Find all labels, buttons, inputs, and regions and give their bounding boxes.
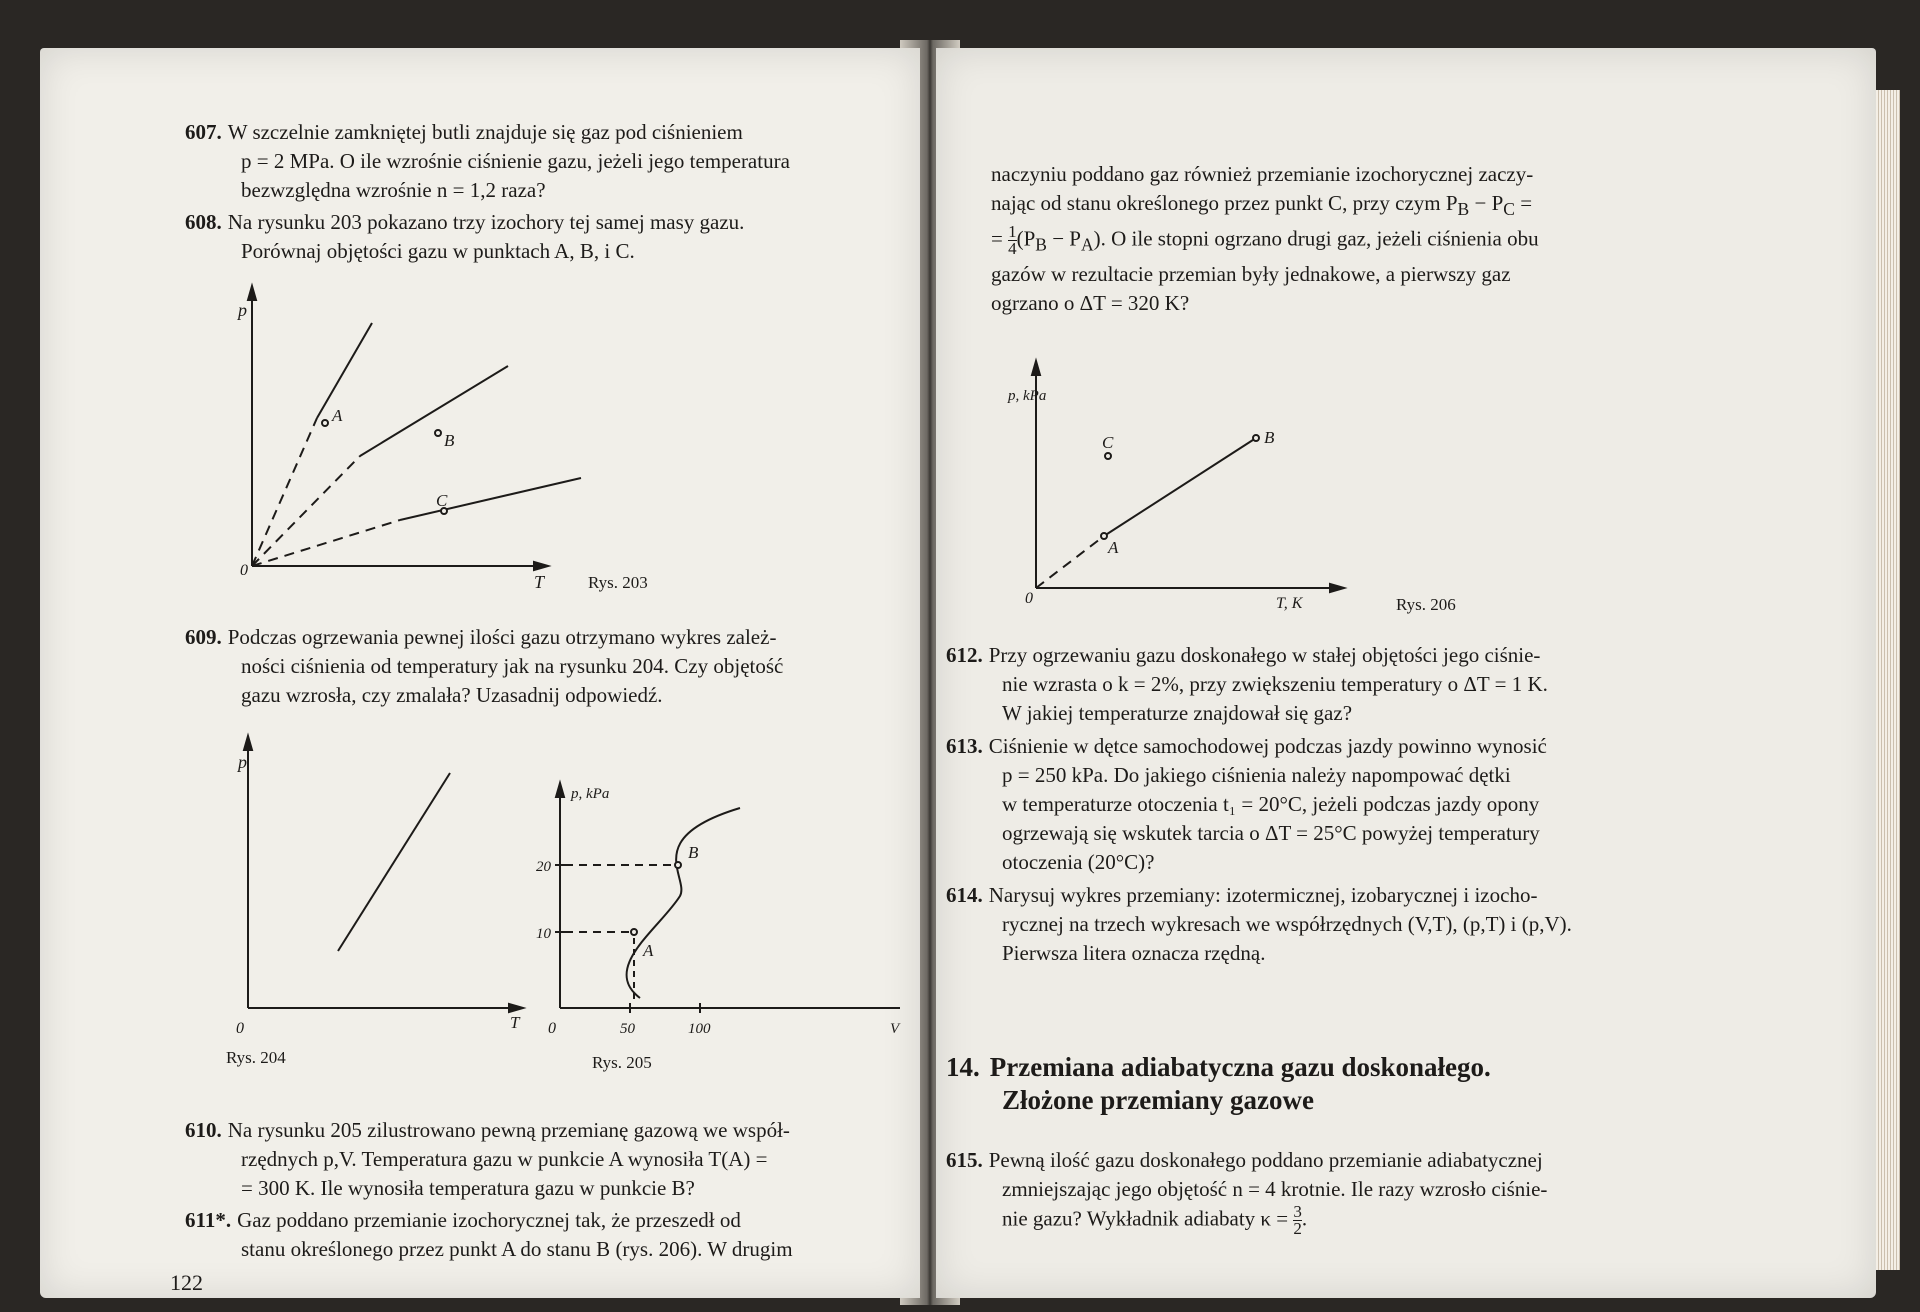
y-tick-label: 20 [536,859,551,875]
problem-text: rzędnych p,V. Temperatura gazu w punkcie A wynosiła T(A) = [241,1147,768,1171]
x-tick-label: 50 [620,1021,635,1037]
problem-text: Pierwsza litera oznacza rzędną. [1002,941,1266,965]
fraction: $\frac{1}{4}$ [1008,222,1017,259]
x-axis-arrow [509,1004,523,1012]
problem-number: 611*. [185,1208,232,1232]
point-b-marker [1253,435,1259,441]
problem-text: Narysuj wykres przemiany: izotermicznej, izobarycznej i izocho- [988,883,1538,907]
problem-text: rycznej na trzech wykresach we współrzędnych (V,T), (p,T) i (p,V). [1002,912,1572,936]
y-axis-label: p [238,752,247,772]
y-axis-label: p [238,300,247,320]
page-number: 122 [170,1270,203,1295]
y-axis-label: p, kPa [571,786,610,802]
point-b-marker [675,862,681,868]
x-axis-label: T, K [1276,595,1303,612]
y-axis-label: p, kPa [1008,388,1047,404]
origin-label: 0 [240,562,248,579]
problem-text: bezwzględna wzrośnie n = 1,2 raza? [241,178,546,202]
isochore-dashed [1036,536,1104,588]
problem-text: nie gazu? Wykładnik adiabaty κ = $\frac{3}{2}$ . [1002,1202,1308,1238]
origin-label: 0 [1025,590,1033,607]
y-tick-label: 10 [536,926,551,942]
y-axis-arrow [1032,361,1040,375]
problem-text: W szczelnie zamkniętej butli znajduje się gaz pod ciśnieniem [227,120,743,144]
point-a-label: A [1108,538,1119,557]
y-axis-arrow [244,736,252,750]
problem-text: nając od stanu określonego przez punkt C, przy czym $P_B - P_C$ = [991,191,1533,220]
point-b-label: B [1264,428,1275,447]
process-curve [627,808,740,998]
point-a-marker [1101,533,1107,539]
x-axis-label: V [890,1021,900,1037]
fraction: $\frac{3}{2}$ [1293,1202,1302,1238]
problem-text: Na rysunku 203 pokazano trzy izochory tej samej masy gazu. [227,210,745,234]
figure-caption: Rys. 204 [226,1048,286,1067]
point-a-marker [631,929,637,935]
point-c-label: C [436,491,448,510]
problem-number: 607. [185,120,222,144]
problem-text: w temperaturze otoczenia t₁ = 20°C, jeżeli podczas jazdy opony [1002,792,1540,816]
origin-label: 0 [548,1020,556,1037]
problem-text: p = 2 MPa. O ile wzrośnie ciśnienie gazu, jeżeli jego temperatura [241,149,790,173]
section-heading: 14. Przemiana adiabatyczna gazu doskonałego. Złożone przemiany gazowe [946,1052,1491,1115]
problem-text: Przy ogrzewaniu gazu doskonałego w stałej objętości jego ciśnie- [988,643,1541,667]
problem-614 [946,881,1572,968]
problem-number: 613. [946,734,983,758]
problem-number: 612. [946,643,983,667]
problem-text: Ciśnienie w dętce samochodowej podczas jazdy powinno wynosić [988,734,1547,758]
problem-text: = $\frac{1}{4}$ $(P_B - P_A)$. O ile stopni ogrzano drugi gaz, jeżeli ciśnienia obu [991,222,1539,259]
problem-text: Podczas ogrzewania pewnej ilości gazu otrzymano wykres zależ- [227,625,777,649]
problem-text: Porównaj objętości gazu w punktach A, B, i C. [241,239,635,263]
left-page [40,48,920,1298]
problem-text: p = 250 kPa. Do jakiego ciśnienia należy napompować dętki [1002,763,1511,787]
problem-text: gazów w rezultacie przemian były jednakowe, a pierwszy gaz [991,261,1511,286]
point-b-label: B [688,843,699,862]
problem-text: stanu określonego przez punkt A do stanu B (rys. 206). W drugim [241,1237,793,1261]
problem-number: 609. [185,625,222,649]
x-axis-label: T [534,572,545,592]
point-c-marker [1105,453,1111,459]
problem-number: 610. [185,1118,222,1142]
x-tick-label: 100 [688,1021,711,1037]
figure-caption: Rys. 203 [588,573,648,592]
problem-text: gazu wzrosła, czy zmalała? Uzasadnij odpowiedź. [241,683,663,707]
problem-text: nie wzrasta o k = 2%, przy zwiększeniu temperatury o ΔT = 1 K. [1002,672,1548,696]
problem-615 [946,1146,1547,1237]
problem-text: otoczenia (20°C)? [1002,850,1155,874]
problem-610 [185,1116,790,1203]
x-axis-label: T [510,1013,520,1032]
problem-612 [946,641,1548,728]
y-axis-arrow [556,783,564,797]
point-b-label: B [444,431,455,450]
problem-text: ogrzewają się wskutek tarcia o ΔT = 25°C powyżej temperatury [1002,821,1540,845]
problem-number: 608. [185,210,222,234]
origin-label: 0 [236,1020,244,1037]
problem-number: 614. [946,883,983,907]
point-a-label: A [332,406,343,425]
problem-number: 615. [946,1148,983,1172]
problem-text: Pewną ilość gazu doskonałego poddano przemianie adiabatycznej [988,1148,1543,1172]
x-axis-arrow [1330,584,1344,592]
isochore [1104,438,1256,536]
process-line [338,773,450,951]
problem-text: W jakiej temperaturze znajdował się gaz? [1002,701,1353,725]
problem-613 [946,732,1547,877]
problem-text: naczyniu poddano gaz również przemianie izochorycznej zaczy- [991,162,1534,186]
figure-caption: Rys. 206 [1396,595,1456,614]
figure-caption: Rys. 205 [592,1053,652,1072]
problem-text: Na rysunku 205 zilustrowano pewną przemianę gazową we współ- [227,1118,790,1142]
problem-text: zmniejszając jego objętość n = 4 krotnie. Ile razy wzrosło ciśnie- [1002,1177,1548,1201]
problem-text: = 300 K. Ile wynosiła temperatura gazu w punkcie B? [241,1176,695,1200]
point-a-label: A [643,941,654,960]
point-c-label: C [1102,433,1114,452]
problem-text: ności ciśnienia od temperatury jak na rysunku 204. Czy objętość [241,654,784,678]
right-page [936,48,1876,1298]
problem-611 [185,1206,793,1264]
figure-204-205 [40,48,920,1298]
problem-text: ogrzano o ΔT = 320 K? [991,290,1190,315]
problem-text: Gaz poddano przemianie izochorycznej tak, że przeszedł od [237,1208,741,1232]
